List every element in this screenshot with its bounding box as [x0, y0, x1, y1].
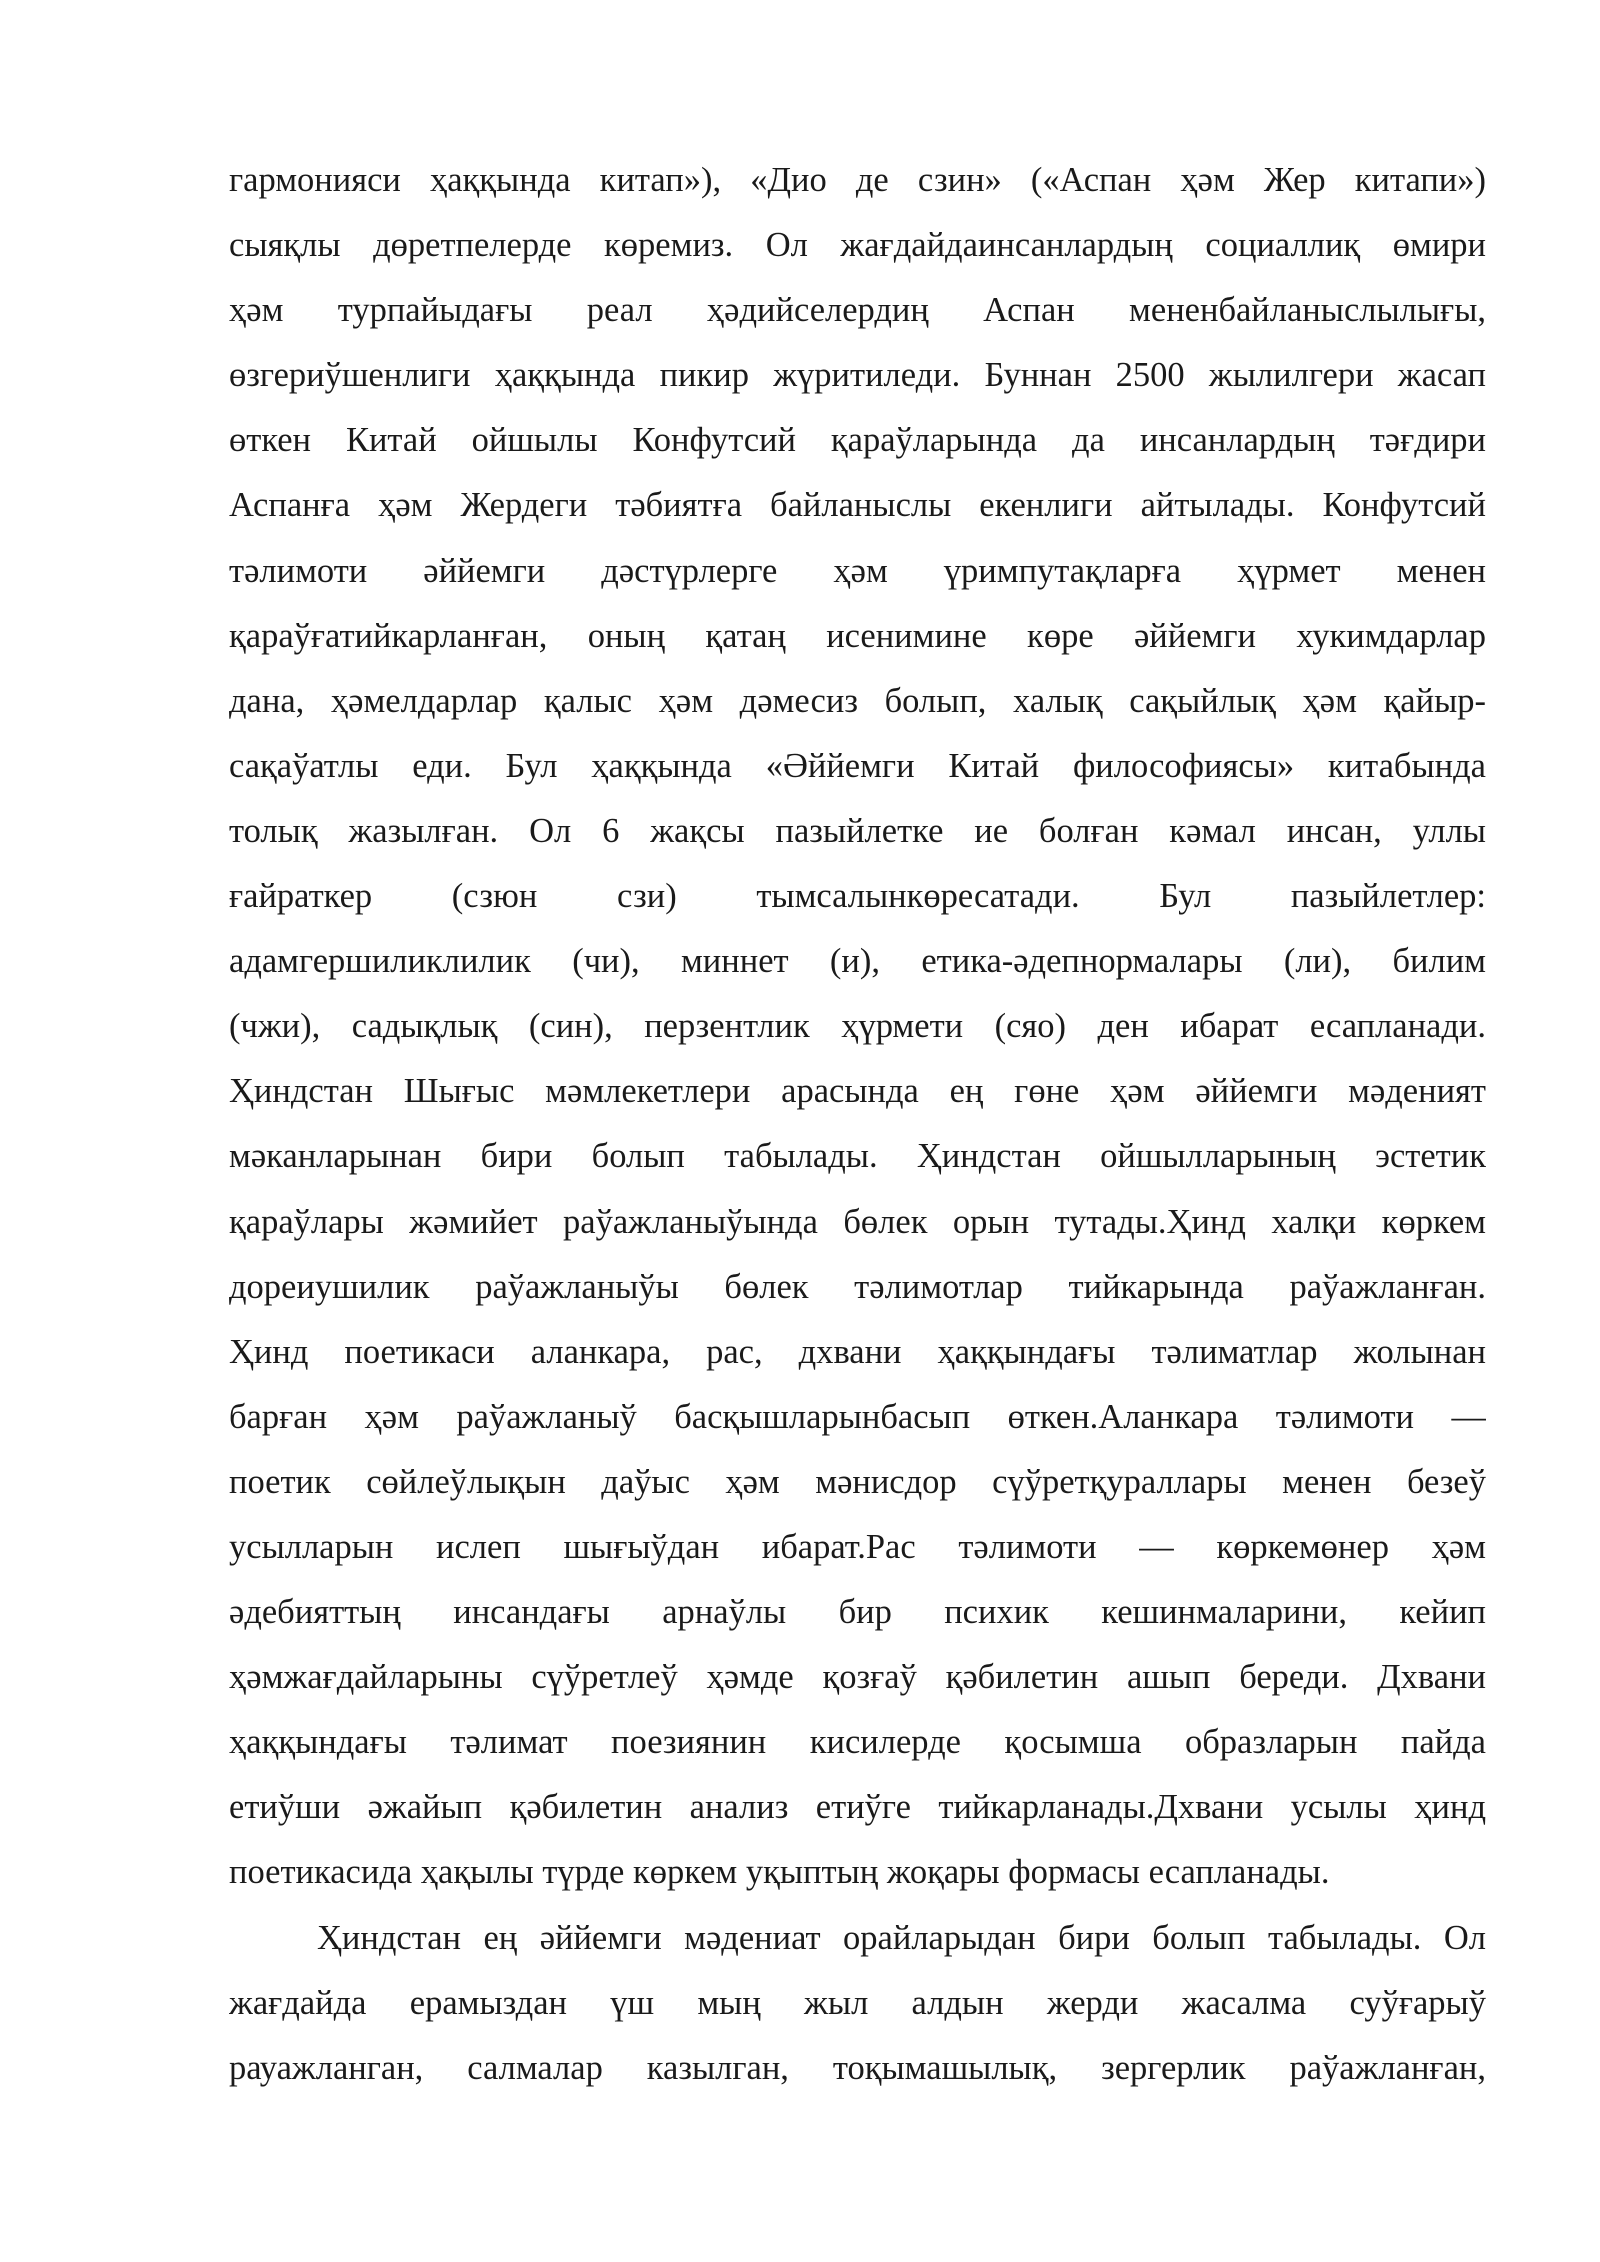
text-line: тәлимоти әййемги дәстүрлерге ҳәм үримпутақларға ҳүрмет менен	[229, 551, 1486, 590]
paragraph-1	[229, 148, 1486, 1906]
text-line: ҳәмжағдайларыны сүўретлеў ҳәмде қозғаў қәбилетин ашып береди. Дхвани	[229, 1658, 1486, 1697]
text-line: (чжи), садықлық (син), перзентлик ҳүрмети (сяо) ден ибарат есапланади.	[229, 1007, 1486, 1046]
text-line: өткен Китай ойшылы Конфутсий қараўларында да инсанлардың тәғдири	[229, 421, 1486, 460]
text-line: сақаўатлы еди. Бул ҳаққында «Әййемги Китай философиясы» китабында	[229, 746, 1486, 785]
text-line: дореиушилик раўажланыўы бөлек тәлимотлар тийкарында раўажланған.	[229, 1267, 1486, 1306]
text-line: өзгериўшенлиги ҳаққында пикир жүритиледи. Буннан 2500 жылилгери жасап	[229, 356, 1486, 395]
text-line: Ҳинд поетикаси аланкара, рас, дхвани ҳаққындағы тәлиматлар жолынан	[229, 1332, 1486, 1371]
text-line: Аспанға ҳәм Жердеги тәбиятға байланыслы екенлиги айтылады. Конфутсий	[229, 486, 1486, 525]
text-line: дана, ҳәмелдарлар қалыс ҳәм дәмесиз болып, халық сақыйлық ҳәм қайыр-	[229, 681, 1486, 720]
text-line: гармонияси ҳаққында китап»), «Дио де сзин» («Аспан ҳәм Жер китапи»)	[229, 161, 1486, 199]
text-line: Ҳиндстан ең әййемги мәдениат орайларыдан бири болып табылады. Ол	[317, 1918, 1486, 1957]
text-line: адамгершиликлилик (чи), миннет (и), етика-әдепнормалары (ли), билим	[229, 942, 1486, 981]
text-line: жағдайда ерамыздан үш мың жыл алдын жерди жасалма суўғарыў	[229, 1983, 1486, 2022]
text-line: етиўши әжайып қәбилетин анализ етиўге тийкарланады.Дхвани усылы ҳинд	[229, 1788, 1486, 1827]
text-line: рауажланган, салмалар казылган, тоқымашылық, зергерлик раўажланған,	[229, 2048, 1486, 2087]
text-line: барған ҳәм раўажланыў басқышларынбасып өткен.Аланкара тәлимоти —	[229, 1397, 1486, 1436]
text-line: ғайраткер (сзюн сзи) тымсалынкөресатади. Бул пазыйлетлер:	[229, 877, 1486, 916]
text-line: әдебияттың инсандағы арнаўлы бир психик кешинмаларини, кейип	[229, 1593, 1486, 1632]
text-line: ҳаққындағы тәлимат поезиянин кисилерде қосымша образларын пайда	[229, 1723, 1486, 1762]
body-text	[229, 148, 1486, 2101]
text-line: поетик сөйлеўлықын даўыс ҳәм мәнисдор сүўретқураллары менен безеў	[229, 1462, 1486, 1501]
text-line: толық жазылған. Ол 6 жақсы пазыйлетке ие болған кәмал инсан, уллы	[229, 811, 1486, 850]
text-line: поетикасида ҳақылы түрде көркем уқыптың жоқары формасы есапланады.	[229, 1853, 1330, 1892]
text-line: сыяқлы дөретпелерде көремиз. Ол жағдайдаинсанлардың социаллиқ өмири	[229, 226, 1486, 265]
text-line: усылларын ислеп шығыўдан ибарат.Рас тәлимоти — көркемөнер ҳәм	[229, 1527, 1486, 1566]
text-line: ҳәм турпайыдағы реал ҳәдийселердиң Аспан мененбайланыслылығы,	[229, 291, 1486, 330]
text-line: мәканларынан бири болып табылады. Ҳиндстан ойшылларының эстетик	[229, 1137, 1486, 1176]
paragraph-2	[229, 1906, 1486, 2101]
text-line: қараўғатийкарланған, оның қатаң исенимине көре әййемги хукимдарлар	[229, 616, 1486, 655]
text-line: қараўлары жәмийет раўажланыўында бөлек орын тутады.Ҳинд халқи көркем	[229, 1202, 1486, 1241]
text-line: Ҳиндстан Шығыс мәмлекетлери арасында ең гөне ҳәм әййемги мәденият	[229, 1072, 1486, 1111]
